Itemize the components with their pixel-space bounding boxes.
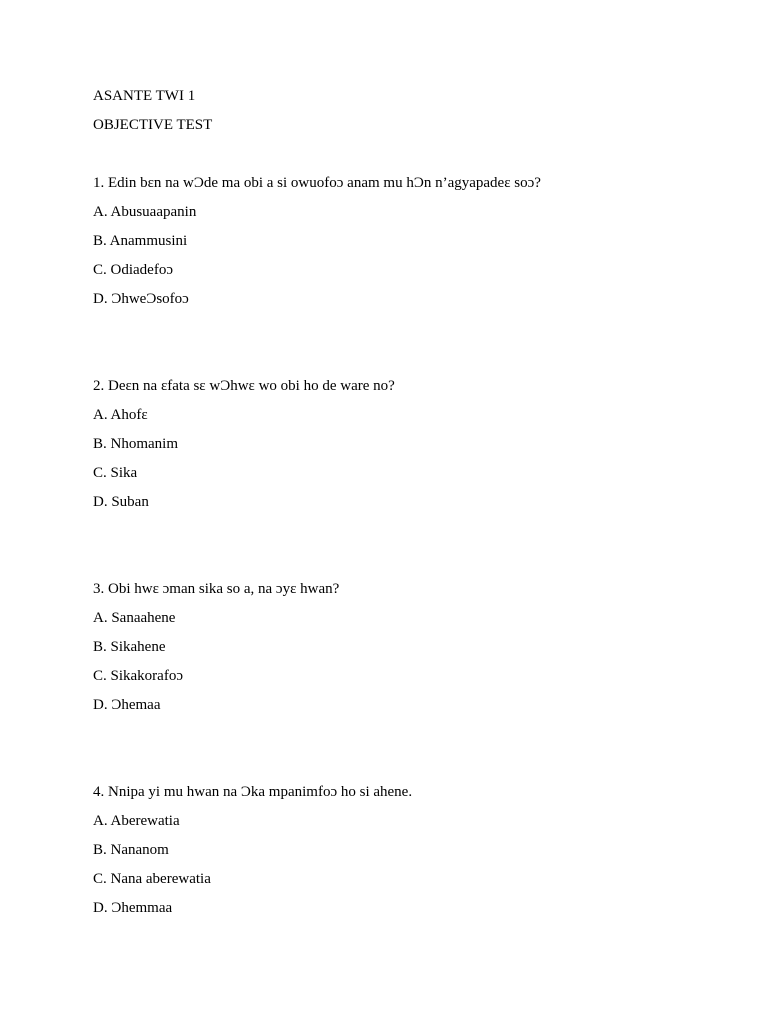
- question-text: 2. Deɛn na ɛfata sɛ wƆhwɛ wo obi ho de ware no?: [93, 378, 395, 394]
- question-text: 1. Edin bɛn na wƆde ma obi a si owuofoɔ anam mu hƆn n’agyapadeɛ soɔ?: [93, 175, 541, 191]
- question-text: 4. Nnipa yi mu hwan na Ɔka mpanimfoɔ ho si ahene.: [93, 784, 413, 800]
- answer-option: C. Sika: [93, 465, 138, 481]
- answer-option: D. Ɔhemmaa: [93, 900, 173, 916]
- answer-option: C. Nana aberewatia: [93, 871, 211, 887]
- answer-option: A. Aberewatia: [93, 813, 180, 829]
- answer-option: D. ƆhweƆsofoɔ: [93, 291, 189, 307]
- document-heading: ASANTE TWI 1: [93, 88, 196, 104]
- answer-option: C. Odiadefoɔ: [93, 262, 173, 278]
- question-text: 3. Obi hwɛ ɔman sika so a, na ɔyɛ hwan?: [93, 581, 340, 597]
- answer-option: D. Suban: [93, 494, 149, 510]
- answer-option: D. Ɔhemaa: [93, 697, 161, 713]
- answer-option: A. Sanaahene: [93, 610, 176, 626]
- document-subheading: OBJECTIVE TEST: [93, 117, 213, 133]
- answer-option: B. Sikahene: [93, 639, 166, 655]
- answer-option: C. Sikakorafoɔ: [93, 668, 183, 684]
- answer-option: B. Nhomanim: [93, 436, 178, 452]
- answer-option: B. Anammusini: [93, 233, 188, 249]
- answer-option: A. Abusuaapanin: [93, 204, 197, 220]
- answer-option: A. Ahofɛ: [93, 407, 148, 423]
- answer-option: B. Nananom: [93, 842, 169, 858]
